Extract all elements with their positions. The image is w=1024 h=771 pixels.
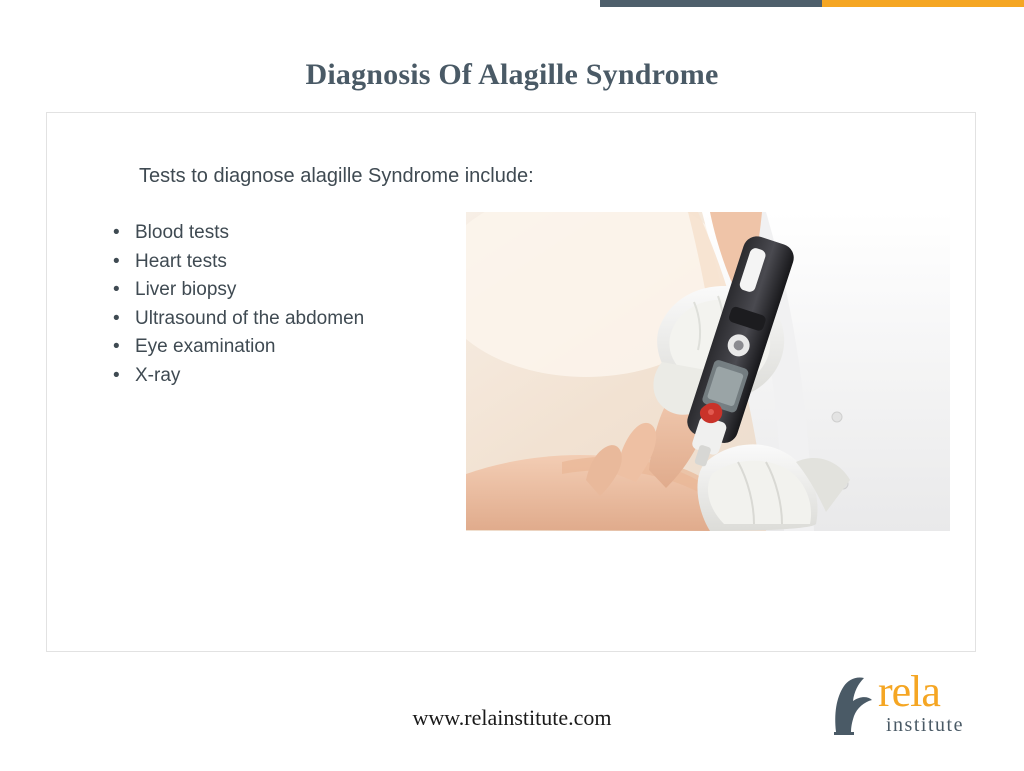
list-item [113,305,364,334]
list-item-label: Liver biopsy [135,279,237,300]
logo-wordmark: rela [878,667,940,716]
list-item-label: X-ray [135,364,181,386]
logo-subtitle: institute [886,714,964,736]
list-item [113,276,364,305]
list-item-label: Eye examination [135,336,276,357]
page-title: Diagnosis Of Alagille Syndrome [305,58,719,91]
intro-text: Tests to diagnose alagille Syndrome include: [139,165,534,187]
bullet-icon: • [113,336,120,357]
footer-url[interactable]: www.relainstitute.com [412,705,612,730]
bullet-icon: • [113,222,120,243]
list-item-label: Ultrasound of the abdomen [135,307,365,329]
list-item [113,333,364,362]
accent-bar-dark [600,0,822,7]
list-item-label: Blood tests [135,222,229,243]
list-item [113,362,364,391]
bullet-icon: • [113,279,120,300]
content-frame [46,112,976,652]
list-item-label: Heart tests [135,250,227,272]
top-accent-bars [0,0,1024,8]
list-item [113,248,364,277]
tests-list [113,219,364,390]
list-item [113,219,364,248]
bullet-icon: • [113,364,120,386]
blood-test-photo [466,212,950,531]
rela-bird-mark-icon [826,674,874,741]
bullet-icon: • [113,250,120,272]
rela-institute-logo[interactable] [826,668,986,746]
bullet-icon: • [113,307,120,329]
accent-bar-orange [822,0,1024,7]
